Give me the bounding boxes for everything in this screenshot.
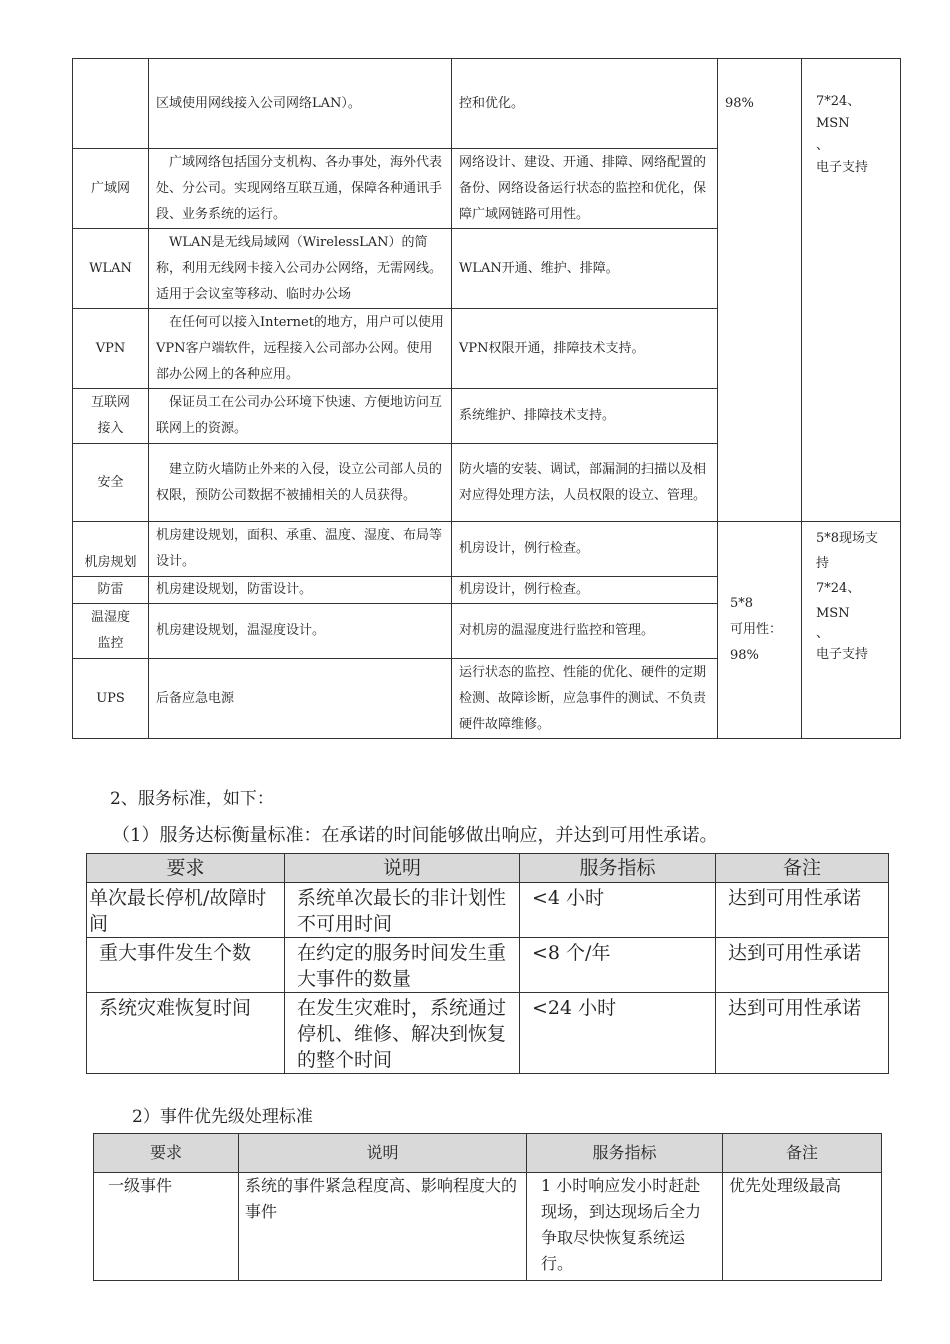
support-line: 持 (816, 556, 830, 571)
service-content: VPN权限开通，排障技术支持。 (452, 309, 718, 389)
service-content: 防火墙的安装、调试，部漏洞的扫描以及相对应得处理方法，人员权限的设立、管理。 (452, 444, 718, 522)
requirement-cell: 一级事件 (94, 1173, 239, 1281)
support-line: 电子支持 (816, 647, 869, 662)
requirement-cell: 重大事件发生个数 (87, 938, 285, 993)
service-scope: 机房建设规划，面积、承重、温度、湿度、布局等设计。 (149, 522, 452, 577)
column-header: 说明 (285, 854, 520, 883)
service-scope: 机房建设规划，防雷设计。 (149, 577, 452, 604)
table-row (73, 522, 901, 577)
table-row (87, 938, 889, 993)
service-scope: 后备应急电源 (149, 659, 452, 739)
service-scope: 建立防火墙防止外来的入侵，设立公司部人员的权限，预防公司数据不被捕相关的人员获得。 (149, 444, 452, 522)
metric-cell: <8 个/年 (520, 938, 716, 993)
support-cell (802, 522, 901, 739)
support-cell (802, 59, 901, 522)
availability-cell (718, 59, 802, 522)
note-cell: 优先处理级最高 (723, 1173, 882, 1281)
metric-cell: <24 小时 (520, 993, 716, 1074)
column-header: 说明 (239, 1134, 527, 1173)
service-scope: 广域网络包括国分支机构、各办事处，海外代表处、分公司。实现网络互联互通，保障各种通讯手段、业务系统的运行。 (149, 149, 452, 229)
service-name: VPN (73, 309, 149, 389)
service-scope: WLAN是无线局域网（WirelessLAN）的简称，利用无线网卡接入公司办公网络，无需网线。适用于会议室等移动、临时办公场 (149, 229, 452, 309)
description-cell: 系统单次最长的非计划性不可用时间 (285, 883, 520, 938)
availability-cell (718, 522, 802, 739)
service-content: 运行状态的监控、性能的优化、硬件的定期检测、故障诊断，应急事件的测试、不负责硬件故障维修。 (452, 659, 718, 739)
service-name (73, 604, 149, 659)
note-cell: 达到可用性承诺 (716, 993, 889, 1074)
description-cell: 在约定的服务时间发生重大事件的数量 (285, 938, 520, 993)
service-standards-table (86, 853, 889, 1074)
note-cell: 达到可用性承诺 (716, 883, 889, 938)
table-row (87, 883, 889, 938)
service-content: 对机房的温湿度进行监控和管理。 (452, 604, 718, 659)
support-line: 、 (816, 138, 830, 153)
service-content: 控和优化。 (452, 59, 718, 149)
table-header-row (94, 1134, 882, 1173)
service-scope: 保证员工在公司办公环境下快速、方便地访问互联网上的资源。 (149, 389, 452, 444)
requirement-cell: 单次最长停机/故障时间 (87, 883, 285, 938)
note-cell: 达到可用性承诺 (716, 938, 889, 993)
service-name (73, 59, 149, 149)
service-scope: 在任何可以接入Internet的地方，用户可以使用VPN客户端软件，远程接入公司部办公网。使用部办公网上的各种应用。 (149, 309, 452, 389)
service-name: 安全 (73, 444, 149, 522)
service-scope-table (72, 58, 901, 739)
service-name: WLAN (73, 229, 149, 309)
table-row (94, 1173, 882, 1281)
support-line: 5*8现场支 (816, 531, 879, 546)
service-scope: 机房建设规划，温湿度设计。 (149, 604, 452, 659)
availability-line: 98% (730, 648, 759, 663)
service-content: 机房设计，例行检查。 (452, 522, 718, 577)
column-header: 服务指标 (520, 854, 716, 883)
subsection-heading: （1）服务达标衡量标准：在承诺的时间能够做出响应，并达到可用性承诺。 (112, 825, 718, 846)
support-line: 、 (816, 626, 830, 641)
requirement-cell: 系统灾难恢复时间 (87, 993, 285, 1074)
column-header: 服务指标 (527, 1134, 723, 1173)
support-line: 7*24、MSN (816, 581, 861, 621)
table-header-row (87, 854, 889, 883)
service-scope: 区域使用网线接入公司网络LAN）。 (149, 59, 452, 149)
service-content: 机房设计，例行检查。 (452, 577, 718, 604)
service-name: 机房规划 (73, 522, 149, 577)
table-row (87, 993, 889, 1074)
column-header: 备注 (723, 1134, 882, 1173)
table-row (73, 59, 901, 149)
service-content: WLAN开通、维护、排障。 (452, 229, 718, 309)
service-name-line: 接入 (97, 421, 124, 436)
service-name: 广域网 (73, 149, 149, 229)
availability-value: 98% (725, 96, 754, 111)
column-header: 备注 (716, 854, 889, 883)
service-content: 系统维护、排障技术支持。 (452, 389, 718, 444)
service-name-line: 监控 (97, 636, 124, 651)
priority-table (93, 1133, 882, 1281)
support-line: 7*24、MSN (816, 94, 861, 131)
availability-line: 可用性： (730, 622, 783, 637)
service-name-line: 互联网 (90, 395, 130, 410)
subsection-heading: 2）事件优先级处理标准 (132, 1107, 313, 1127)
metric-cell: <4 小时 (520, 883, 716, 938)
description-cell: 系统的事件紧急程度高、影响程度大的事件 (239, 1173, 527, 1281)
metric-cell: 1 小时响应发小时赶赴现场，到达现场后全力争取尽快恢复系统运行。 (527, 1173, 723, 1281)
service-name: UPS (73, 659, 149, 739)
service-content: 网络设计、建设、开通、排障、网络配置的备份、网络设备运行状态的监控和优化，保障广域网链路可用性。 (452, 149, 718, 229)
support-line: 电子支持 (816, 160, 869, 175)
column-header: 要求 (94, 1134, 239, 1173)
availability-line: 5*8 (730, 596, 754, 611)
section-heading: 2、服务标准，如下： (110, 789, 274, 809)
column-header: 要求 (87, 854, 285, 883)
service-name: 防雷 (73, 577, 149, 604)
service-name (73, 389, 149, 444)
description-cell: 在发生灾难时，系统通过停机、维修、解决到恢复的整个时间 (285, 993, 520, 1074)
service-name-line: 温湿度 (90, 610, 130, 625)
